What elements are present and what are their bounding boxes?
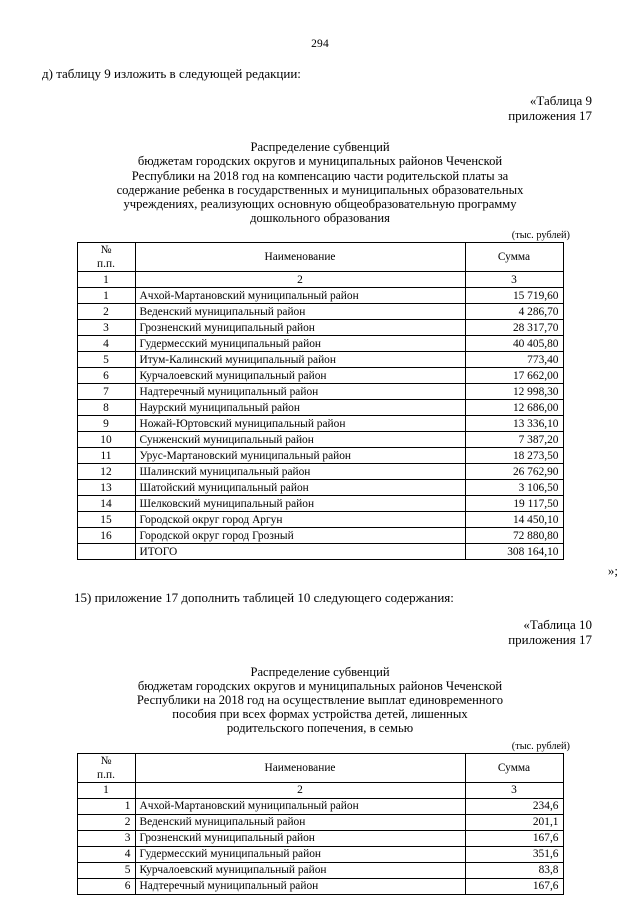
row-number: 12 — [77, 464, 135, 480]
row-name: Гудермесский муниципальный район — [135, 846, 465, 862]
total-row-number — [77, 544, 135, 560]
row-number: 1 — [77, 288, 135, 304]
row-name: Грозненский муниципальный район — [135, 320, 465, 336]
row-name: Курчалоевский муниципальный район — [135, 368, 465, 384]
table-9-column-number-row — [77, 272, 563, 288]
row-sum: 26 762,90 — [465, 464, 563, 480]
table-row — [77, 512, 563, 528]
row-name: Грозненский муниципальный район — [135, 830, 465, 846]
table-row — [77, 862, 563, 878]
table-10-units-label: (тыс. рублей) — [511, 740, 570, 752]
row-number: 4 — [77, 846, 135, 862]
table-row — [77, 368, 563, 384]
table-9-colnum-3: 3 — [465, 272, 563, 288]
row-name: Городской округ город Грозный — [135, 528, 465, 544]
table-row — [77, 814, 563, 830]
row-number: 15 — [77, 512, 135, 528]
total-label: ИТОГО — [135, 544, 465, 560]
row-number: 6 — [77, 878, 135, 894]
row-number: 1 — [77, 798, 135, 814]
row-sum: 15 719,60 — [465, 288, 563, 304]
row-sum: 4 286,70 — [465, 304, 563, 320]
row-name: Ачхой-Мартановский муниципальный район — [135, 798, 465, 814]
closing-quote: »; — [607, 563, 618, 579]
table-9-units-label: (тыс. рублей) — [511, 230, 570, 242]
row-sum: 167,6 — [465, 830, 563, 846]
row-number: 5 — [77, 862, 135, 878]
table-10-title-line-1: Распределение субвенций — [250, 664, 390, 679]
intro-paragraph: д) таблицу 9 изложить в следующей редакции: — [42, 66, 301, 81]
table-10-column-number-row — [77, 782, 563, 798]
row-sum: 3 106,50 — [465, 480, 563, 496]
table-row — [77, 448, 563, 464]
row-sum: 72 880,80 — [465, 528, 563, 544]
row-number: 7 — [77, 384, 135, 400]
table-10-title-line-2: бюджетам городских округов и муниципальных районов Чеченской — [137, 678, 503, 693]
row-number: 4 — [77, 336, 135, 352]
row-number: 8 — [77, 400, 135, 416]
row-number: 13 — [77, 480, 135, 496]
table-row — [77, 432, 563, 448]
table-10-title — [0, 665, 640, 736]
table-9-header-num — [77, 243, 135, 272]
table-9-header-sum: Сумма — [465, 243, 563, 272]
table-9-title-line-6: дошкольного образования — [250, 211, 390, 226]
row-name: Надтеречный муниципальный район — [135, 878, 465, 894]
row-number: 5 — [77, 352, 135, 368]
table-9-title-line-2: бюджетам городских округов и муниципальных районов Чеченской — [137, 154, 503, 169]
row-number: 10 — [77, 432, 135, 448]
table-9-caption-line-2: приложения 17 — [508, 107, 592, 123]
table-row — [77, 320, 563, 336]
table-9-header-num-line-1: № — [100, 244, 112, 257]
row-sum: 83,8 — [465, 862, 563, 878]
table-row — [77, 830, 563, 846]
row-name: Шелковский муниципальный район — [135, 496, 465, 512]
row-number: 14 — [77, 496, 135, 512]
table-row — [77, 798, 563, 814]
row-name: Итум-Калинский муниципальный район — [135, 352, 465, 368]
row-number: 2 — [77, 814, 135, 830]
table-row — [77, 480, 563, 496]
table-9-total-row — [77, 544, 563, 560]
table-9-header-name: Наименование — [135, 243, 465, 272]
row-sum: 19 117,50 — [465, 496, 563, 512]
table-10 — [77, 753, 564, 895]
table-row — [77, 304, 563, 320]
row-number: 2 — [77, 304, 135, 320]
table-9-title-line-5: учреждениях, реализующих основную общеобразовательную программу — [123, 196, 517, 211]
row-sum: 773,40 — [465, 352, 563, 368]
row-name: Надтеречный муниципальный район — [135, 384, 465, 400]
table-row — [77, 288, 563, 304]
mid-paragraph: 15) приложение 17 дополнить таблицей 10 следующего содержания: — [74, 590, 454, 606]
table-9 — [77, 242, 564, 560]
table-9-colnum-2: 2 — [135, 272, 465, 288]
table-row — [77, 400, 563, 416]
table-10-header-num-line-2: п.п. — [97, 768, 115, 781]
row-name: Курчалоевский муниципальный район — [135, 862, 465, 878]
row-sum: 12 998,30 — [465, 384, 563, 400]
table-10-colnum-3: 3 — [465, 782, 563, 798]
row-number: 3 — [77, 830, 135, 846]
row-name: Ножай-Юртовский муниципальный район — [135, 416, 465, 432]
row-sum: 7 387,20 — [465, 432, 563, 448]
table-10-header-num-line-1: № — [100, 754, 112, 767]
table-row — [77, 384, 563, 400]
table-10-header-row — [77, 753, 563, 782]
row-name: Шалинский муниципальный район — [135, 464, 465, 480]
row-sum: 18 273,50 — [465, 448, 563, 464]
row-sum: 14 450,10 — [465, 512, 563, 528]
row-name: Наурский муниципальный район — [135, 400, 465, 416]
row-number: 16 — [77, 528, 135, 544]
table-10-header-num — [77, 753, 135, 782]
row-name: Городской округ город Аргун — [135, 512, 465, 528]
row-sum: 351,6 — [465, 846, 563, 862]
row-sum: 201,1 — [465, 814, 563, 830]
row-sum: 17 662,00 — [465, 368, 563, 384]
table-10-caption — [0, 618, 592, 647]
table-row — [77, 496, 563, 512]
row-number: 9 — [77, 416, 135, 432]
row-number: 11 — [77, 448, 135, 464]
row-sum: 13 336,10 — [465, 416, 563, 432]
table-row — [77, 528, 563, 544]
table-10-caption-line-2: приложения 17 — [508, 631, 592, 647]
table-row — [77, 846, 563, 862]
row-name: Ачхой-Мартановский муниципальный район — [135, 288, 465, 304]
row-sum: 234,6 — [465, 798, 563, 814]
row-name: Веденский муниципальный район — [135, 304, 465, 320]
table-10-title-line-3: Республики на 2018 год на осуществление выплат единовременного — [136, 692, 504, 707]
row-name: Веденский муниципальный район — [135, 814, 465, 830]
table-10-colnum-2: 2 — [135, 782, 465, 798]
table-9-title-line-1: Распределение субвенций — [250, 140, 390, 155]
row-name: Гудермесский муниципальный район — [135, 336, 465, 352]
row-number: 6 — [77, 368, 135, 384]
table-9-header-num-line-2: п.п. — [97, 258, 115, 271]
total-sum: 308 164,10 — [465, 544, 563, 560]
row-sum: 12 686,00 — [465, 400, 563, 416]
row-name: Шатойский муниципальный район — [135, 480, 465, 496]
table-9-colnum-1: 1 — [77, 272, 135, 288]
table-10-header-name: Наименование — [135, 753, 465, 782]
table-9-header-row — [77, 243, 563, 272]
table-9-title — [0, 140, 640, 225]
table-9-caption-line-1: «Таблица 9 — [529, 93, 592, 108]
page-number: 294 — [311, 38, 329, 50]
table-row — [77, 416, 563, 432]
row-sum: 167,6 — [465, 878, 563, 894]
row-sum: 40 405,80 — [465, 336, 563, 352]
row-name: Урус-Мартановский муниципальный район — [135, 448, 465, 464]
table-9-title-line-4: содержание ребенка в государственных и муниципальных образовательных — [116, 182, 524, 197]
table-10-title-line-4: пособия при всех формах устройства детей, лишенных — [172, 707, 468, 722]
table-row — [77, 464, 563, 480]
table-row — [77, 336, 563, 352]
row-number: 3 — [77, 320, 135, 336]
table-9-caption — [0, 94, 592, 123]
table-row — [77, 352, 563, 368]
table-10-title-line-5: родительского попечения, в семью — [226, 721, 414, 736]
row-name: Сунженский муниципальный район — [135, 432, 465, 448]
table-10-header-sum: Сумма — [465, 753, 563, 782]
table-10-colnum-1: 1 — [77, 782, 135, 798]
table-9-title-line-3: Республики на 2018 год на компенсацию части родительской платы за — [131, 168, 509, 183]
table-row — [77, 878, 563, 894]
table-10-caption-line-1: «Таблица 10 — [523, 617, 592, 633]
row-sum: 28 317,70 — [465, 320, 563, 336]
